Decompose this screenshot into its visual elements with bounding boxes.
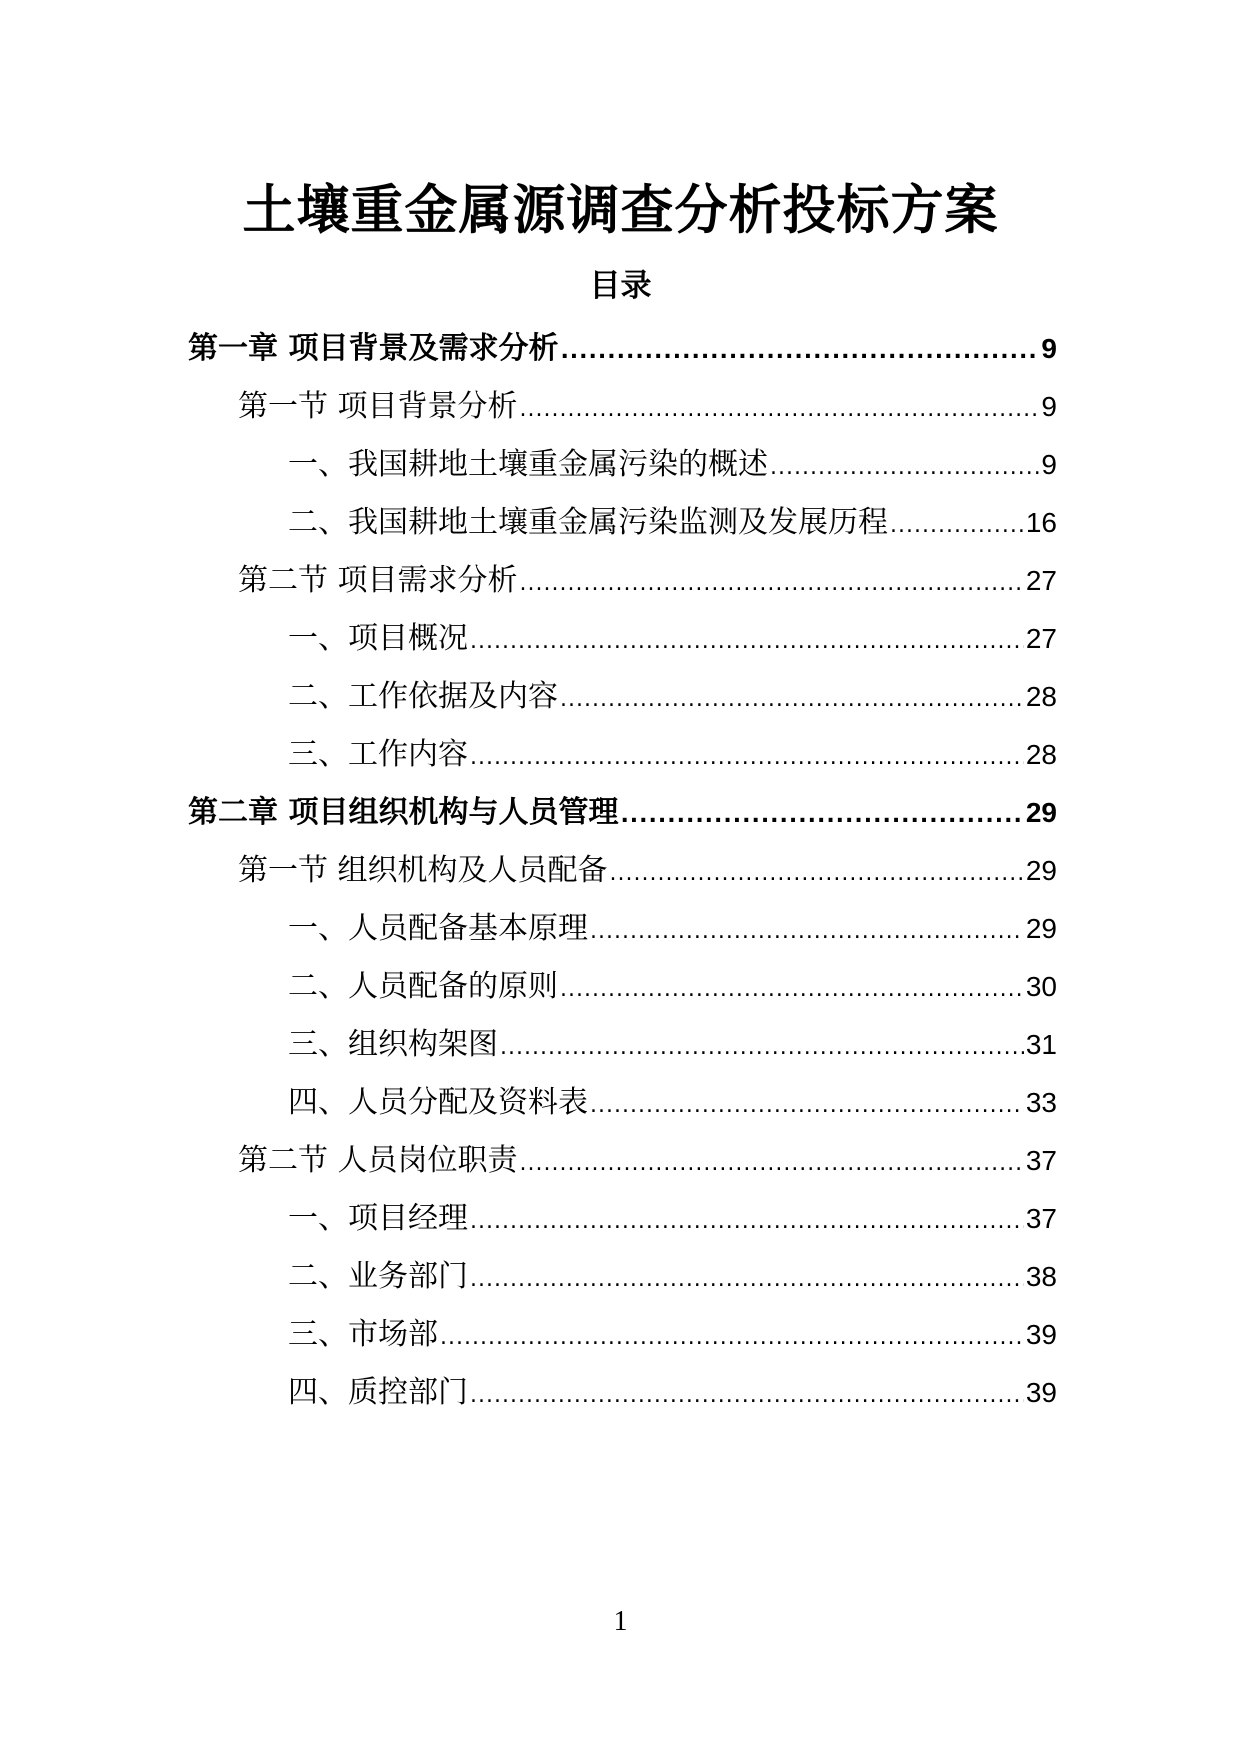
- document-title: 土壤重金属源调查分析投标方案: [242, 180, 999, 241]
- toc-dot-leader: [620, 794, 1023, 835]
- toc-entry-label: 第二章 项目组织机构与人员管理: [188, 795, 619, 830]
- toc-entry-label: 第二节 人员岗位职责: [238, 1143, 518, 1178]
- toc-entry-label: 二、工作依据及内容: [288, 679, 558, 714]
- toc-entry-page: 31: [1025, 1029, 1057, 1060]
- toc-entry-chapter[interactable]: [188, 327, 1057, 371]
- toc-entry-label: 第一节 项目背景分析: [238, 389, 518, 424]
- toc-entry-page: 39: [1025, 1319, 1057, 1350]
- toc-entry-section[interactable]: [238, 1139, 1057, 1183]
- toc-dot-leader: [470, 736, 1024, 777]
- toc-entry-label: 一、项目经理: [288, 1201, 468, 1236]
- toc-entry-subsection[interactable]: [288, 907, 1057, 951]
- toc-entry-label: 四、质控部门: [288, 1375, 468, 1410]
- toc-entry-subsection[interactable]: [288, 1081, 1057, 1125]
- toc-entry-label: 二、业务部门: [288, 1259, 468, 1294]
- toc-entry-subsection[interactable]: [288, 617, 1057, 661]
- toc-entry-page: 16: [1025, 507, 1057, 538]
- toc-dot-leader: [440, 1316, 1024, 1357]
- toc-entry-page: 9: [1041, 449, 1057, 480]
- toc-entry-page: 39: [1025, 1377, 1057, 1408]
- toc-dot-leader: [470, 620, 1024, 661]
- toc-entry-page: 33: [1025, 1087, 1057, 1118]
- toc-entry-page: 37: [1025, 1203, 1057, 1234]
- toc-dot-leader: [470, 1258, 1024, 1299]
- toc-entry-section[interactable]: [238, 385, 1057, 429]
- toc-dot-leader: [520, 562, 1024, 603]
- toc-entry-label: 一、我国耕地土壤重金属污染的概述: [288, 447, 768, 482]
- toc-entry-chapter[interactable]: [188, 791, 1057, 835]
- toc-dot-leader: [590, 1084, 1024, 1125]
- toc-entry-label: 三、组织构架图: [288, 1027, 498, 1062]
- toc-entry-page: 29: [1025, 855, 1057, 886]
- toc-dot-leader: [500, 1026, 1024, 1067]
- toc-dot-leader: [560, 330, 1039, 371]
- toc-entry-subsection[interactable]: [288, 443, 1057, 487]
- toc-entry-label: 一、项目概况: [288, 621, 468, 656]
- toc-entry-page: 27: [1025, 565, 1057, 596]
- toc-entry-subsection[interactable]: [288, 1255, 1057, 1299]
- toc-dot-leader: [770, 446, 1039, 487]
- toc-entry-page: 29: [1025, 797, 1057, 828]
- toc-entry-page: 29: [1025, 913, 1057, 944]
- toc-dot-leader: [560, 678, 1024, 719]
- toc-entry-page: 28: [1025, 681, 1057, 712]
- toc-entry-page: 27: [1025, 623, 1057, 654]
- toc-dot-leader: [560, 968, 1024, 1009]
- toc-entry-subsection[interactable]: [288, 1023, 1057, 1067]
- page-number: 1: [613, 1606, 628, 1637]
- toc-entry-label: 四、人员分配及资料表: [288, 1085, 588, 1120]
- toc-entry-section[interactable]: [238, 559, 1057, 603]
- toc-entry-page: 9: [1041, 333, 1057, 364]
- toc-entry-subsection[interactable]: [288, 1313, 1057, 1357]
- toc-entry-label: 二、我国耕地土壤重金属污染监测及发展历程: [288, 505, 888, 540]
- toc-dot-leader: [520, 1142, 1024, 1183]
- toc-dot-leader: [890, 504, 1024, 545]
- toc-dot-leader: [470, 1200, 1024, 1241]
- toc-entry-subsection[interactable]: [288, 733, 1057, 777]
- toc-entry-label: 三、工作内容: [288, 737, 468, 772]
- toc-entry-page: 30: [1025, 971, 1057, 1002]
- toc-entry-subsection[interactable]: [288, 1197, 1057, 1241]
- toc-dot-leader: [610, 852, 1024, 893]
- toc-entry-subsection[interactable]: [288, 675, 1057, 719]
- toc-dot-leader: [470, 1374, 1024, 1415]
- toc-entry-label: 二、人员配备的原则: [288, 969, 558, 1004]
- toc-entry-subsection[interactable]: [288, 501, 1057, 545]
- toc-entry-label: 一、人员配备基本原理: [288, 911, 588, 946]
- toc-entry-subsection[interactable]: [288, 965, 1057, 1009]
- toc-dot-leader: [590, 910, 1024, 951]
- toc-entry-label: 三、市场部: [288, 1317, 438, 1352]
- toc-entry-label: 第一章 项目背景及需求分析: [188, 331, 559, 366]
- toc-entry-label: 第二节 项目需求分析: [238, 563, 518, 598]
- toc-entry-subsection[interactable]: [288, 1371, 1057, 1415]
- toc-entry-page: 9: [1041, 391, 1057, 422]
- toc-entry-page: 37: [1025, 1145, 1057, 1176]
- toc-entry-label: 第一节 组织机构及人员配备: [238, 853, 608, 888]
- toc-dot-leader: [520, 388, 1040, 429]
- toc-entry-page: 28: [1025, 739, 1057, 770]
- toc-entry-section[interactable]: [238, 849, 1057, 893]
- toc-heading: 目录: [589, 268, 652, 304]
- toc-entry-page: 38: [1025, 1261, 1057, 1292]
